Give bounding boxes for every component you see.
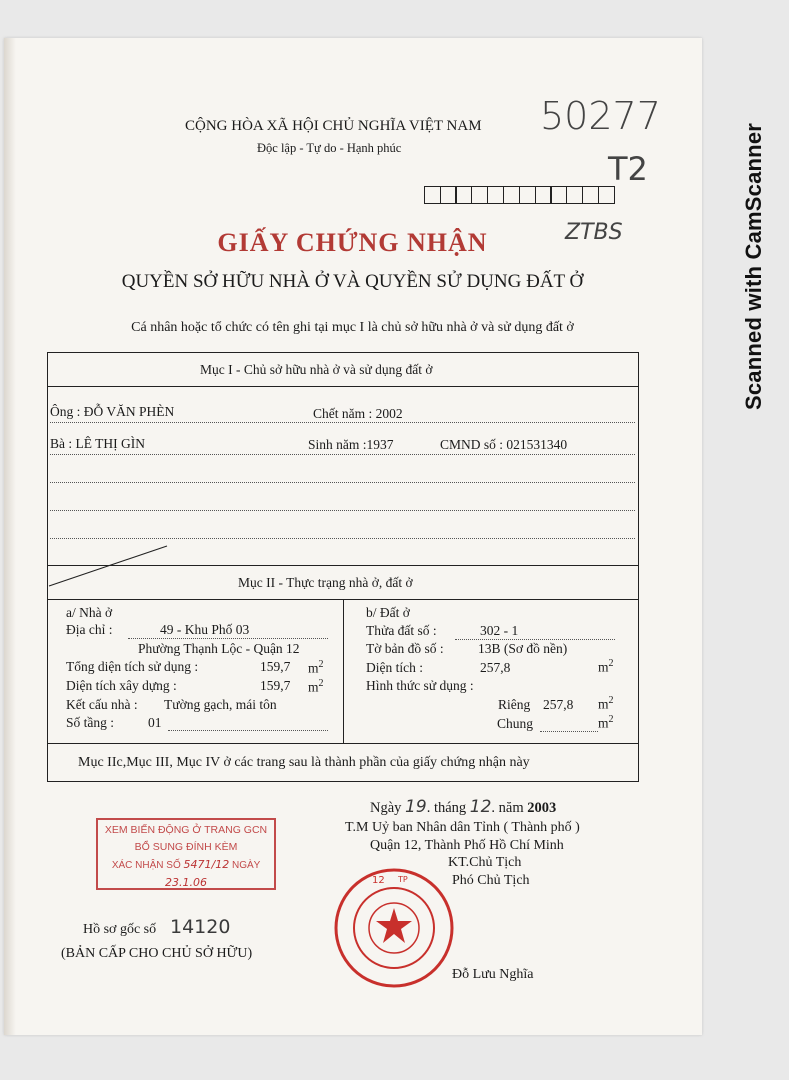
issuing-org: T.M Uỷ ban Nhân dân Tỉnh ( Thành phố ) [345,820,580,835]
owner2-id-number: CMND số : 021531340 [440,437,568,452]
seal-text-tp: TP [398,875,408,884]
month-label: . tháng [426,800,467,816]
dotted-line [50,422,635,423]
unit-m: m [308,660,319,676]
date-month: 12 [469,797,492,817]
signer-role-primary: KT.Chủ Tịch [448,855,522,870]
house-total-area-unit: $m^2$ [308,659,324,676]
official-seal [332,866,456,990]
owner2-birth-year: Sinh năm :1937 [308,437,394,452]
seal-text-12: 12 [372,875,385,886]
land-usage-label: Hình thức sử dụng : [366,678,474,693]
date-day: 19 [405,797,427,817]
land-title: b/ Đất ở [366,605,410,620]
land-plot-value: 302 - 1 [480,623,519,638]
dotted-line [50,454,635,455]
stamp-confirm-number: 5471/12 [183,858,230,871]
record-number: 14120 [170,916,231,938]
certificate-number-boxes [425,186,615,204]
stamp-line-1: XEM BIẾN ĐỘNG Ở TRANG GCN [104,824,268,836]
unit-m: m [598,696,609,712]
land-map-value: 13B (Sơ đồ nền) [478,641,568,656]
dotted-line [540,731,598,732]
house-build-area-value: 159,7 [260,678,291,693]
handwritten-ztbs: ZTBS [565,220,623,245]
land-shared-label: Chung [497,716,534,731]
section2-heading: Mục II - Thực trạng nhà ở, đất ở [238,575,413,590]
stamp-line-2: BỔ SUNG ĐÍNH KÈM [134,841,238,853]
divider [47,386,638,387]
copy-note: (BẢN CẤP CHO CHỦ SỞ HỮU) [61,946,253,961]
date-year: 2003 [527,800,557,816]
house-total-area-value: 159,7 [260,659,291,674]
owner1-name: Ông : ĐỖ VĂN PHÈN [50,404,175,419]
house-ward: Phường Thạnh Lộc - Quận 12 [138,641,300,656]
unit-m: m [598,715,609,731]
issuing-district: Quận 12, Thành Phố Hồ Chí Minh [370,838,564,853]
section-footer-note: Mục IIc,Mục III, Mục IV ở các trang sau là thành phần của giấy chứng nhận này [78,755,530,770]
issue-date [370,797,556,817]
dotted-line [50,538,635,539]
land-private-label: Riêng [498,697,531,712]
dotted-line [50,482,635,483]
unit-m: m [308,679,319,695]
date-prefix: Ngày [370,800,402,816]
house-floors-label: Số tầng : [66,715,115,730]
section1-heading: Mục I - Chủ sở hữu nhà ở và sử dụng đất ở [200,362,433,377]
land-private-unit: $m^2$ [598,695,614,712]
paper-fold-edge [4,38,16,1035]
house-build-area-unit: $m^2$ [308,678,324,695]
stamp-confirm-label: XÁC NHẬN SỐ [111,860,181,871]
handwritten-t2: T2 [608,150,648,188]
stamp-date-label: NGÀY [232,860,261,871]
dotted-line [455,639,615,640]
house-structure-value: Tường gạch, mái tôn [164,697,277,712]
house-structure-label: Kết cấu nhà : [66,697,138,712]
scanner-watermark: Scanned with CamScanner [741,122,766,410]
stamp-line-3 [98,856,274,892]
divider [47,743,638,744]
motto: Độc lập - Tự do - Hạnh phúc [257,141,402,155]
handwritten-code: 50277 [540,94,661,138]
unit-m: m [598,659,609,675]
country-name: CỘNG HÒA XÃ HỘI CHỦ NGHĨA VIỆT NAM [185,118,482,134]
owner2-name: Bà : LÊ THỊ GÌN [50,436,145,451]
dotted-line [50,510,635,511]
document-subtitle: QUYỀN SỞ HỮU NHÀ Ở VÀ QUYỀN SỬ DỤNG ĐẤT Ở [121,271,584,292]
owner1-death-year: Chết năm : 2002 [313,406,403,421]
document-title: GIẤY CHỨNG NHẬN [217,228,488,257]
signer-role-secondary: Phó Chủ Tịch [452,873,530,888]
signer-name: Đỗ Lưu Nghĩa [452,967,534,982]
column-divider [343,600,344,743]
house-address-label: Địa chỉ : [66,622,113,637]
land-plot-label: Thửa đất số : [366,623,437,638]
record-label: Hồ sơ gốc số [83,922,157,937]
dotted-line [168,730,328,731]
land-area-unit: $m^2$ [598,658,614,675]
land-shared-unit: $m^2$ [598,714,614,731]
house-total-area-label: Tổng diện tích sử dụng : [66,659,199,674]
year-label: . năm [491,800,524,816]
house-build-area-label: Diện tích xây dựng : [66,678,177,693]
amendment-stamp [96,818,276,890]
land-map-label: Tờ bản đồ số : [366,641,444,656]
stamp-date: 23.1.06 [165,876,207,889]
house-title: a/ Nhà ở [66,605,113,620]
land-area-label: Diện tích : [366,660,423,675]
dotted-line [128,638,328,639]
land-area-value: 257,8 [480,660,511,675]
land-private-value: 257,8 [543,697,574,712]
house-address-value: 49 - Khu Phố 03 [160,622,250,637]
document-intro: Cá nhân hoặc tổ chức có tên ghi tại mục I là chủ sở hữu nhà ở và sử dụng đất ở [131,320,574,335]
house-floors-value: 01 [148,715,162,730]
divider [47,565,638,566]
